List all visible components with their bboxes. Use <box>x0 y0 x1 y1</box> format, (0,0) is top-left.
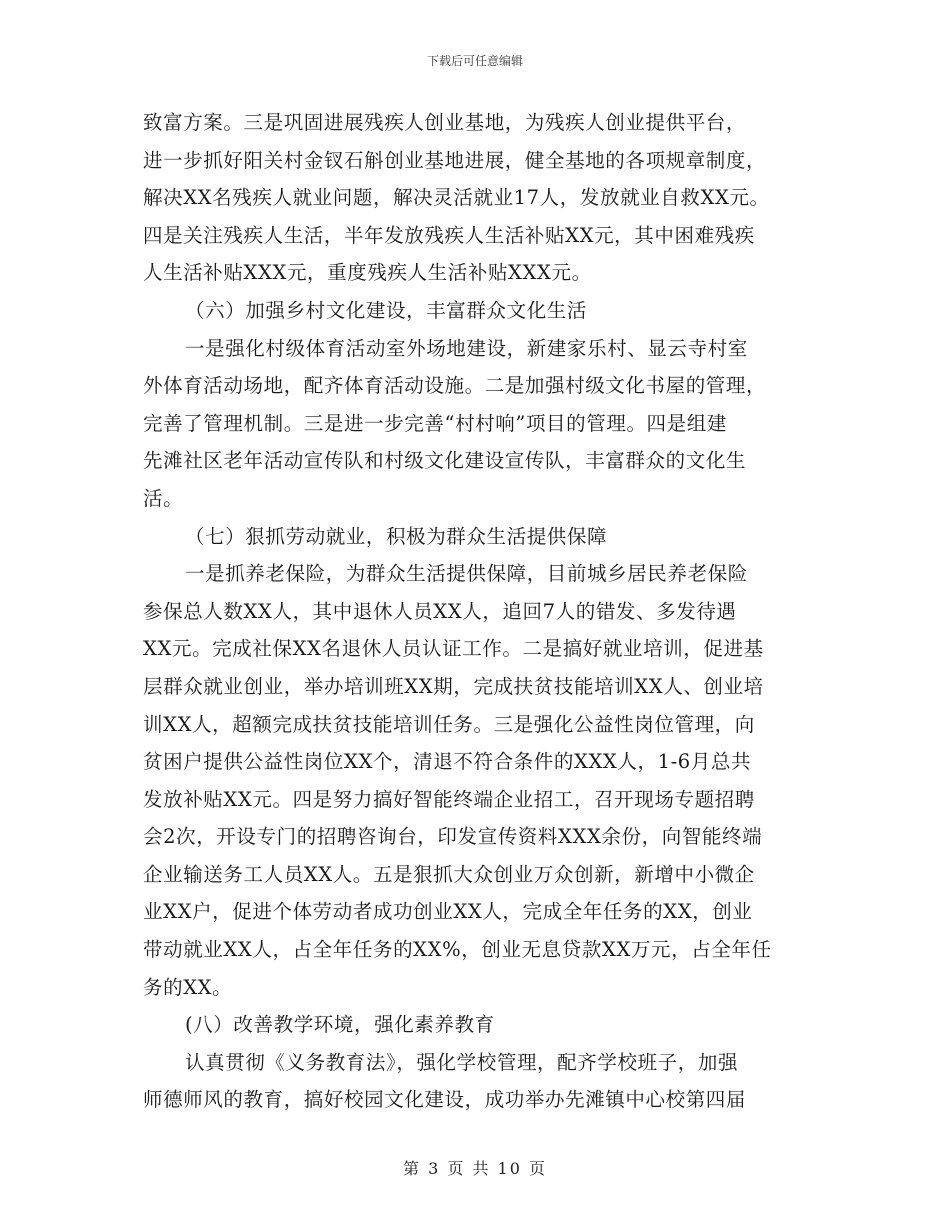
section-heading-6: （六）加强乡村文化建设，丰富群众文化生活 <box>185 298 588 322</box>
body-line: 认真贯彻《义务教育法》，强化学校管理，配齐学校班子，加强 <box>185 1050 739 1074</box>
body-line: 活。 <box>143 486 184 510</box>
body-line: 外体育活动场地，配齐体育活动设施。二是加强村级文化书屋的管理， <box>143 374 767 398</box>
body-line: 人生活补贴XXX元，重度残疾人生活补贴XXX元。 <box>143 261 592 285</box>
section-heading-7: （七）狠抓劳动就业，积极为群众生活提供保障 <box>185 524 608 548</box>
body-line: 一是强化村级体育活动室外场地建设，新建家乐村、显云寺村室 <box>185 336 748 360</box>
body-line: 师德师风的教育，搞好校园文化建设，成功举办先滩镇中心校第四届 <box>143 1088 747 1112</box>
body-line: 会2次，开设专门的招聘咨询台，印发宣传资料XXX余份，向智能终端 <box>143 825 763 849</box>
body-line: 解决XX名残疾人就业问题，解决灵活就业17人，发放就业自救XX元。 <box>143 186 770 210</box>
body-line: 训XX人，超额完成扶贫技能培训任务。三是强化公益性岗位管理，向 <box>143 712 755 736</box>
body-line: 进一步抓好阳关村金钗石斛创业基地进展，健全基地的各项规章制度， <box>143 148 767 172</box>
body-line: 带动就业XX人，占全年任务的XX%，创业无息贷款XX万元，占全年任 <box>143 938 772 962</box>
body-line: 参保总人数XX人，其中退休人员XX人，追回7人的错发、多发待遇 <box>143 599 737 623</box>
section-heading-8: (八）改善教学环境，强化素养教育 <box>185 1013 495 1037</box>
body-line: 先滩社区老年活动宣传队和村级文化建设宣传队，丰富群众的文化生 <box>143 449 747 473</box>
body-line: 致富方案。三是巩固进展残疾人创业基地，为残疾人创业提供平台， <box>143 111 747 134</box>
body-line: 贫困户提供公益性岗位XX个，清退不符合条件的XXX人，1-6月总共 <box>143 750 752 774</box>
body-line: 务的XX。 <box>143 975 233 999</box>
body-line: 完善了管理机制。三是进一步完善“村村响”项目的管理。四是组建 <box>143 411 727 435</box>
page-header: 下载后可任意编辑 <box>426 54 523 68</box>
body-line: XX元。完成社保XX名退休人员认证工作。二是搞好就业培训，促进基 <box>143 637 764 661</box>
document-body <box>143 104 808 1119</box>
page-number-footer: 第 3 页 共 10 页 <box>403 1159 547 1178</box>
body-line: 一是抓养老保险，为群众生活提供保障，目前城乡居民养老保险 <box>185 562 748 586</box>
body-line: 业XX户，促进个体劳动者成功创业XX人，完成全年任务的XX，创业 <box>143 900 753 924</box>
body-line: 四是关注残疾人生活，半年发放残疾人生活补贴XX元，其中困难残疾 <box>143 223 755 247</box>
body-line: 企业输送务工人员XX人。五是狠抓大众创业万众创新，新增中小微企 <box>143 862 755 886</box>
body-line: 层群众就业创业，举办培训班XX期，完成扶贫技能培训XX人、创业培 <box>143 674 764 698</box>
body-line: 发放补贴XX元。四是努力搞好智能终端企业招工，召开现场专题招聘 <box>143 787 755 811</box>
